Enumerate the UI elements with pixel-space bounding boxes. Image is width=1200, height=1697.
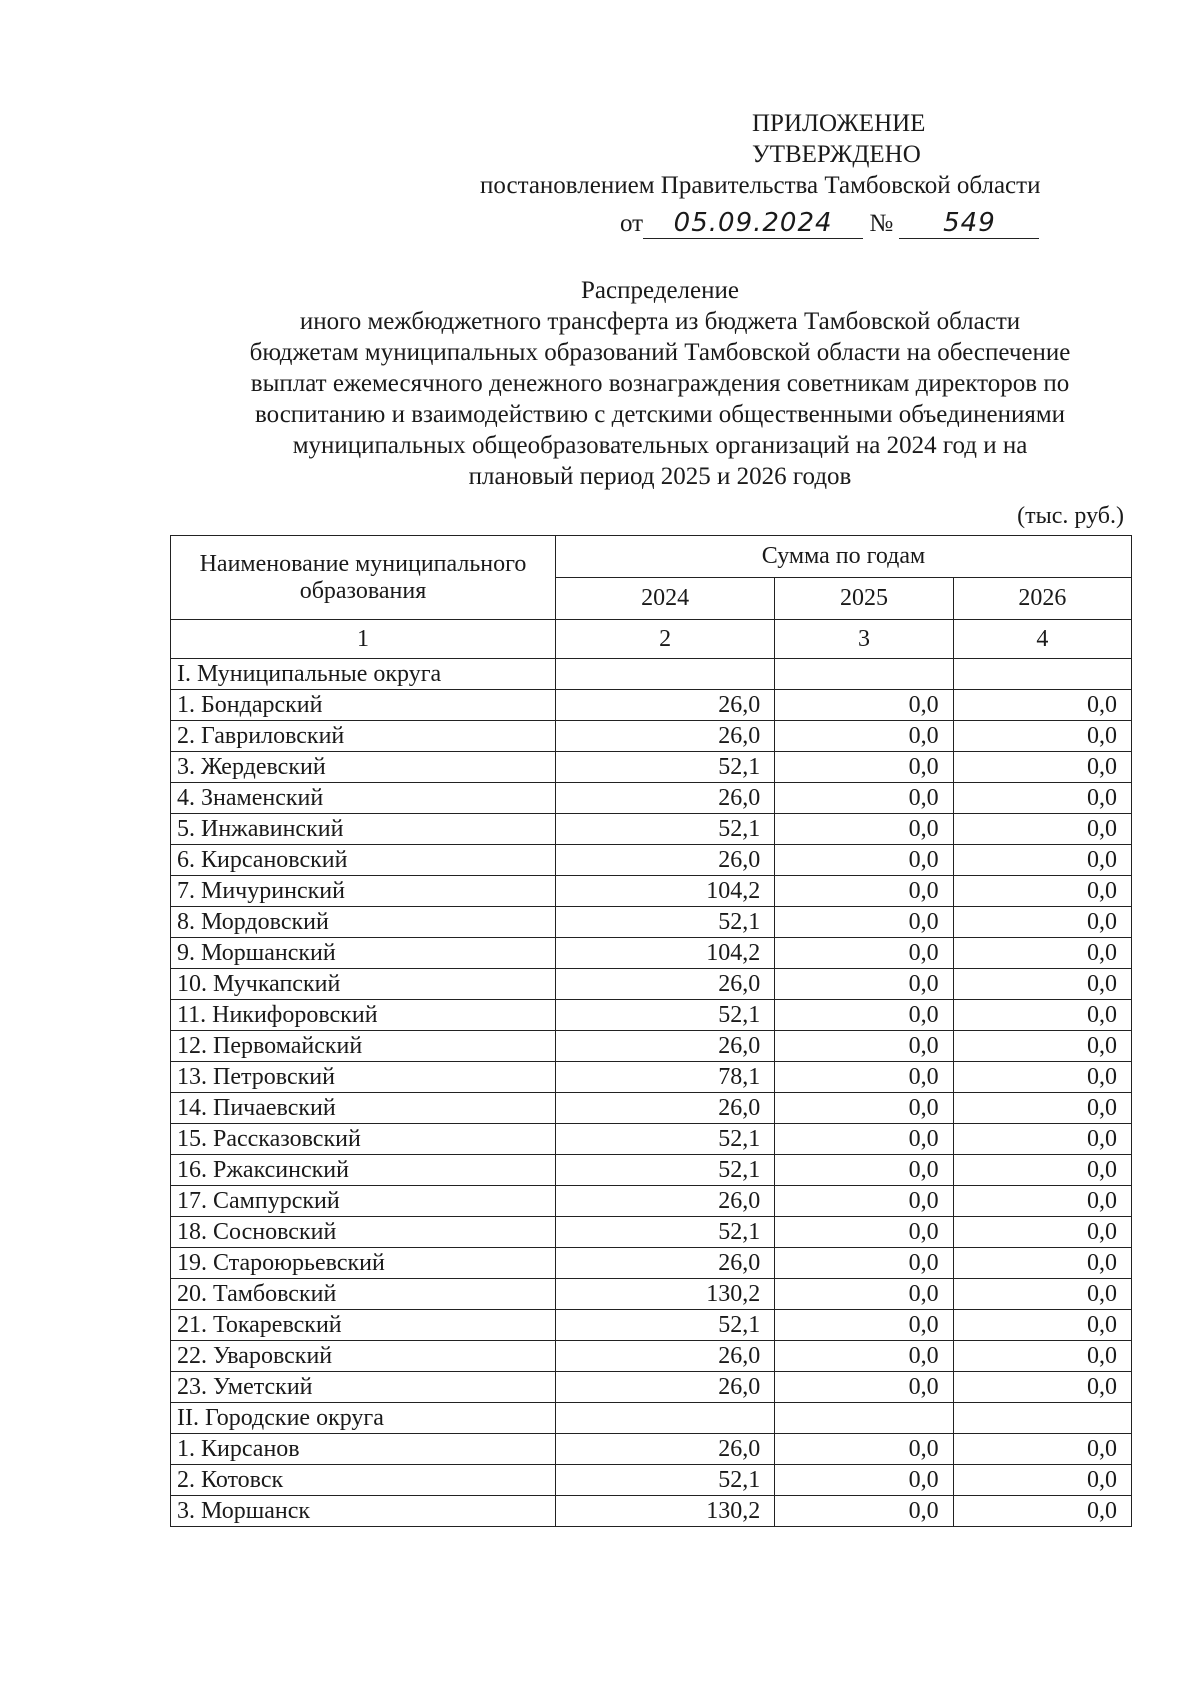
- amount-2026: 0,0: [953, 690, 1131, 721]
- distribution-table: [170, 535, 1132, 1527]
- amount-2025: 0,0: [775, 876, 953, 907]
- decree-issuer: постановлением Правительства Тамбовской области: [480, 172, 1041, 199]
- amount-2024: 26,0: [556, 1093, 775, 1124]
- amount-2025: 0,0: [775, 1372, 953, 1403]
- table-row: [171, 1155, 1132, 1186]
- municipality-name: 22. Уваровский: [171, 1341, 556, 1372]
- amount-2025: 0,0: [775, 938, 953, 969]
- amount-2026: 0,0: [953, 1465, 1131, 1496]
- decree-date-number: [620, 208, 1039, 239]
- municipality-name: 15. Рассказовский: [171, 1124, 556, 1155]
- municipality-name: 7. Мичуринский: [171, 876, 556, 907]
- amount-2025: 0,0: [775, 1310, 953, 1341]
- caption-line: воспитанию и взаимодействию с детскими общественными объединениями: [254, 401, 1066, 428]
- amount-2025: 0,0: [775, 1279, 953, 1310]
- amount-2025: 0,0: [775, 845, 953, 876]
- empty-cell: [953, 659, 1131, 690]
- municipality-name: 9. Моршанский: [171, 938, 556, 969]
- amount-2026: 0,0: [953, 1248, 1131, 1279]
- municipality-name: 4. Знаменский: [171, 783, 556, 814]
- column-number: 1: [171, 620, 556, 659]
- empty-cell: [775, 659, 953, 690]
- amount-2024: 130,2: [556, 1279, 775, 1310]
- amount-2025: 0,0: [775, 814, 953, 845]
- amount-2026: 0,0: [953, 1093, 1131, 1124]
- amount-2025: 0,0: [775, 690, 953, 721]
- amount-2026: 0,0: [953, 1000, 1131, 1031]
- amount-2024: 104,2: [556, 876, 775, 907]
- amount-2025: 0,0: [775, 1465, 953, 1496]
- amount-2025: 0,0: [775, 1217, 953, 1248]
- municipality-name: 17. Сампурский: [171, 1186, 556, 1217]
- amount-2025: 0,0: [775, 907, 953, 938]
- amount-2026: 0,0: [953, 752, 1131, 783]
- amount-2025: 0,0: [775, 1000, 953, 1031]
- municipality-name: 18. Сосновский: [171, 1217, 556, 1248]
- amount-2024: 52,1: [556, 1310, 775, 1341]
- appendix-label: ПРИЛОЖЕНИЕ: [752, 110, 926, 137]
- amount-2026: 0,0: [953, 938, 1131, 969]
- table-row: [171, 876, 1132, 907]
- caption-line: выплат ежемесячного денежного вознаграждения советникам директоров по: [250, 370, 1070, 397]
- amount-2024: 52,1: [556, 1465, 775, 1496]
- amount-2026: 0,0: [953, 1279, 1131, 1310]
- amount-2024: 52,1: [556, 907, 775, 938]
- amount-2025: 0,0: [775, 1496, 953, 1527]
- table-row: [171, 1279, 1132, 1310]
- municipality-name: 5. Инжавинский: [171, 814, 556, 845]
- table-row: [171, 1062, 1132, 1093]
- table-row: [171, 907, 1132, 938]
- amount-2026: 0,0: [953, 814, 1131, 845]
- amount-2024: 26,0: [556, 1341, 775, 1372]
- amount-2025: 0,0: [775, 1434, 953, 1465]
- municipality-name: 11. Никифоровский: [171, 1000, 556, 1031]
- table-row: [171, 938, 1132, 969]
- municipality-name: 6. Кирсановский: [171, 845, 556, 876]
- amount-2026: 0,0: [953, 876, 1131, 907]
- table-row: [171, 752, 1132, 783]
- amount-2025: 0,0: [775, 1248, 953, 1279]
- municipality-name: 13. Петровский: [171, 1062, 556, 1093]
- empty-cell: [953, 1403, 1131, 1434]
- amount-2024: 26,0: [556, 969, 775, 1000]
- amount-2026: 0,0: [953, 1031, 1131, 1062]
- section-row: [171, 1403, 1132, 1434]
- table-row: [171, 1372, 1132, 1403]
- amount-2025: 0,0: [775, 969, 953, 1000]
- amount-2026: 0,0: [953, 1310, 1131, 1341]
- caption-line: бюджетам муниципальных образований Тамбовской области на обеспечение: [249, 339, 1071, 366]
- amount-2024: 52,1: [556, 752, 775, 783]
- amount-2025: 0,0: [775, 783, 953, 814]
- units-label: (тыс. руб.): [1017, 503, 1124, 529]
- table-row: [171, 1186, 1132, 1217]
- amount-2024: 52,1: [556, 1217, 775, 1248]
- table-row: [171, 1496, 1132, 1527]
- amount-2024: 52,1: [556, 1124, 775, 1155]
- empty-cell: [775, 1403, 953, 1434]
- table-row: [171, 969, 1132, 1000]
- amount-2025: 0,0: [775, 1341, 953, 1372]
- table-row: [171, 1434, 1132, 1465]
- table-row: [171, 845, 1132, 876]
- municipality-name: 2. Котовск: [171, 1465, 556, 1496]
- amount-2026: 0,0: [953, 1434, 1131, 1465]
- table-row: [171, 1124, 1132, 1155]
- table-row: [171, 814, 1132, 845]
- amount-2024: 26,0: [556, 1031, 775, 1062]
- column-number: 2: [556, 620, 775, 659]
- amount-2026: 0,0: [953, 969, 1131, 1000]
- amount-2024: 26,0: [556, 721, 775, 752]
- municipality-name: 16. Ржаксинский: [171, 1155, 556, 1186]
- amount-2026: 0,0: [953, 907, 1131, 938]
- amount-2024: 26,0: [556, 1434, 775, 1465]
- amount-2025: 0,0: [775, 1062, 953, 1093]
- municipality-name: 20. Тамбовский: [171, 1279, 556, 1310]
- amount-2024: 26,0: [556, 1186, 775, 1217]
- decree-number: 549: [943, 208, 996, 238]
- section-title: I. Муниципальные округа: [171, 659, 556, 690]
- table-row: [171, 1248, 1132, 1279]
- amount-2026: 0,0: [953, 845, 1131, 876]
- municipality-name: 3. Жердевский: [171, 752, 556, 783]
- table-row: [171, 1000, 1132, 1031]
- amount-2024: 26,0: [556, 783, 775, 814]
- year-header-2024: 2024: [556, 578, 775, 620]
- amount-2024: 26,0: [556, 690, 775, 721]
- column-numbers-row: [171, 620, 1132, 659]
- decree-date: 05.09.2024: [673, 208, 833, 238]
- municipality-name: 14. Пичаевский: [171, 1093, 556, 1124]
- amount-2024: 78,1: [556, 1062, 775, 1093]
- section-title: II. Городские округа: [171, 1403, 556, 1434]
- amount-2026: 0,0: [953, 1217, 1131, 1248]
- sum-by-years-header: Сумма по годам: [556, 536, 1132, 578]
- municipality-name: 23. Уметский: [171, 1372, 556, 1403]
- table-row: [171, 1093, 1132, 1124]
- column-number: 3: [775, 620, 953, 659]
- amount-2024: 26,0: [556, 845, 775, 876]
- amount-2025: 0,0: [775, 721, 953, 752]
- amount-2026: 0,0: [953, 721, 1131, 752]
- amount-2025: 0,0: [775, 1155, 953, 1186]
- column-number: 4: [953, 620, 1131, 659]
- municipality-name: 12. Первомайский: [171, 1031, 556, 1062]
- amount-2026: 0,0: [953, 1124, 1131, 1155]
- amount-2026: 0,0: [953, 1155, 1131, 1186]
- amount-2025: 0,0: [775, 1186, 953, 1217]
- amount-2025: 0,0: [775, 1031, 953, 1062]
- amount-2024: 26,0: [556, 1248, 775, 1279]
- empty-cell: [556, 659, 775, 690]
- approved-label: УТВЕРЖДЕНО: [752, 141, 921, 168]
- municipality-name: 1. Бондарский: [171, 690, 556, 721]
- date-prefix: от: [620, 210, 644, 237]
- table-row: [171, 1465, 1132, 1496]
- caption-line: иного межбюджетного трансферта из бюджета Тамбовской области: [299, 308, 1021, 335]
- municipality-name: 19. Староюрьевский: [171, 1248, 556, 1279]
- table-row: [171, 721, 1132, 752]
- amount-2024: 52,1: [556, 1155, 775, 1186]
- number-prefix: №: [869, 210, 894, 237]
- amount-2026: 0,0: [953, 1496, 1131, 1527]
- empty-cell: [556, 1403, 775, 1434]
- caption-line: муниципальных общеобразовательных организаций на 2024 год и на: [292, 432, 1028, 459]
- amount-2026: 0,0: [953, 783, 1131, 814]
- amount-2025: 0,0: [775, 752, 953, 783]
- amount-2025: 0,0: [775, 1124, 953, 1155]
- caption-line: плановый период 2025 и 2026 годов: [468, 463, 852, 490]
- caption-title: Распределение: [581, 277, 739, 304]
- amount-2025: 0,0: [775, 1093, 953, 1124]
- amount-2026: 0,0: [953, 1341, 1131, 1372]
- amount-2024: 52,1: [556, 1000, 775, 1031]
- municipality-name: 3. Моршанск: [171, 1496, 556, 1527]
- municipality-name: 8. Мордовский: [171, 907, 556, 938]
- amount-2024: 52,1: [556, 814, 775, 845]
- year-header-2025: 2025: [775, 578, 953, 620]
- table-row: [171, 1031, 1132, 1062]
- amount-2026: 0,0: [953, 1062, 1131, 1093]
- municipality-name: 10. Мучкапский: [171, 969, 556, 1000]
- document-caption: [180, 275, 1140, 492]
- amount-2024: 104,2: [556, 938, 775, 969]
- amount-2026: 0,0: [953, 1186, 1131, 1217]
- approval-header: [480, 108, 1120, 201]
- table-row: [171, 690, 1132, 721]
- amount-2024: 26,0: [556, 1372, 775, 1403]
- table-row: [171, 1341, 1132, 1372]
- table-body: [171, 659, 1132, 1527]
- table-row: [171, 1217, 1132, 1248]
- municipality-name: 1. Кирсанов: [171, 1434, 556, 1465]
- municipality-name: 21. Токаревский: [171, 1310, 556, 1341]
- amount-2026: 0,0: [953, 1372, 1131, 1403]
- table-row: [171, 783, 1132, 814]
- table-row: [171, 1310, 1132, 1341]
- year-header-2026: 2026: [953, 578, 1131, 620]
- section-row: [171, 659, 1132, 690]
- amount-2024: 130,2: [556, 1496, 775, 1527]
- name-column-header: Наименование муниципального образования: [171, 536, 556, 620]
- municipality-name: 2. Гавриловский: [171, 721, 556, 752]
